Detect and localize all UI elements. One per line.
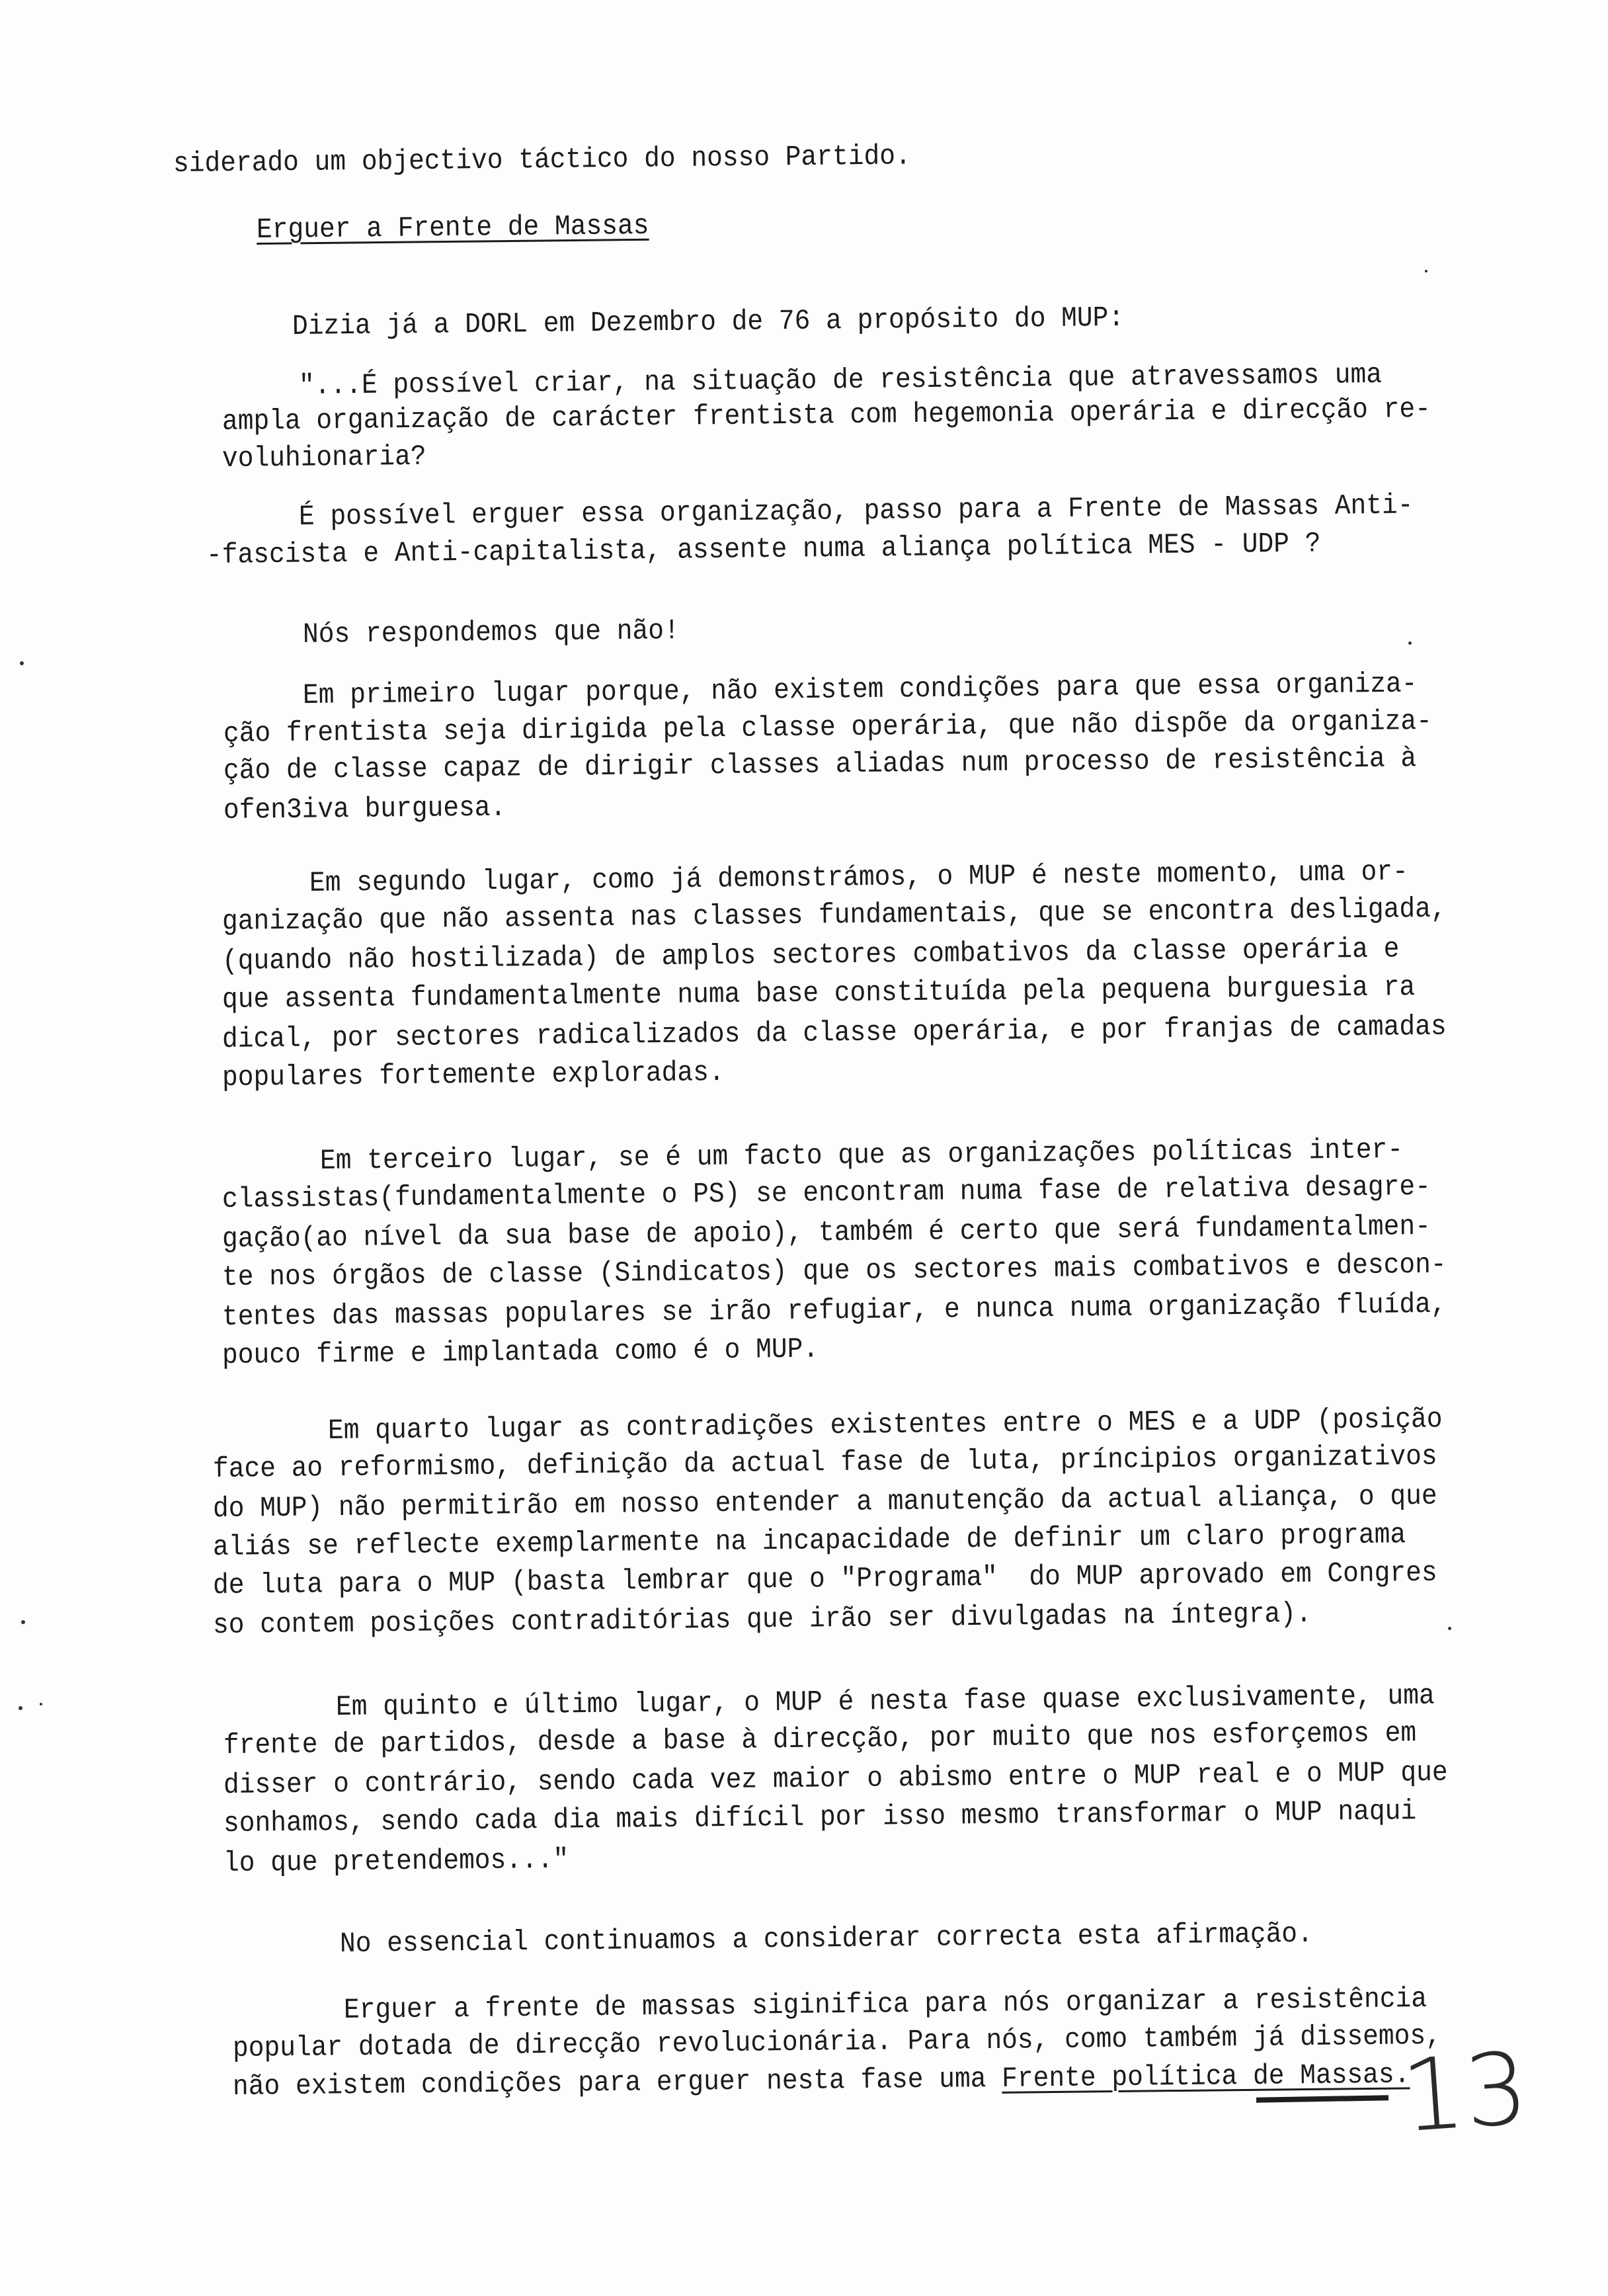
text-line: No essencial continuamos a considerar correcta esta afirmação.	[339, 1917, 1314, 1960]
scan-speck	[20, 661, 24, 665]
text-line: "...É possível criar, na situação de resistência que atravessamos uma	[298, 358, 1383, 402]
scan-speck	[40, 1703, 42, 1705]
text-line: te nos órgãos de classe (Sindicatos) que os sectores mais combativos e descon-	[221, 1248, 1447, 1293]
text-line: que assenta fundamentalmente numa base constituída pela pequena burguesia ra	[221, 971, 1416, 1016]
text-line: popular dotada de direcção revolucionária. Para nós, como também já dissemos,	[232, 2019, 1442, 2065]
text-line: ção frentista seja dirigida pela classe operária, que não dispõe da organiza-	[223, 704, 1433, 750]
text-line: sonhamos, sendo cada dia mais difícil por isso mesmo transformar o MUP naqui	[223, 1795, 1417, 1840]
text-line: É possível erguer essa organização, passo para a Frente de Massas Anti-	[298, 489, 1414, 533]
text-line: Em segundo lugar, como já demonstrámos, o MUP é neste momento, uma or-	[309, 855, 1408, 899]
page-number-dash	[1256, 2095, 1388, 2102]
text-line: Em quarto lugar as contradições existentes entre o MES e a UDP (posição	[327, 1403, 1443, 1447]
text-line: de luta para o MUP (basta lembrar que o "Programa" do MUP aprovado em Congres	[212, 1556, 1437, 1602]
text-line: pouco firme e implantada como é o MUP.	[221, 1332, 819, 1372]
underlined-phrase: Frente política de Massas.	[1001, 2058, 1410, 2095]
text-line: ganização que não assenta nas classes fundamentais, que se encontra desligada,	[221, 892, 1447, 938]
text-line: ampla organização de carácter frentista com hegemonia operária e direcção re-	[221, 392, 1431, 438]
text-line: do MUP) não permitirão em nosso entender a manutenção da actual aliança, o que	[212, 1479, 1437, 1525]
text-line: Em terceiro lugar, se é um facto que as organizações políticas inter-	[319, 1133, 1404, 1177]
text-line: dical, por sectores radicalizados da classe operária, e por franjas de camadas	[221, 1010, 1447, 1055]
scan-speck	[19, 1706, 22, 1710]
scan-speck	[1448, 1627, 1451, 1630]
scan-speck	[1408, 641, 1412, 645]
text-line: (quando não hostilizada) de amplos sectores combativos da classe operária e	[221, 932, 1400, 977]
text-line: ção de classe capaz de dirigir classes aliadas num processo de resistência à	[223, 742, 1417, 787]
text-line: ofen3iva burguesa.	[223, 791, 506, 827]
text-line: populares fortemente exploradas.	[221, 1056, 725, 1094]
text-run: não existem condições para erguer nesta fase uma	[232, 2062, 1002, 2103]
scan-speck	[21, 1620, 25, 1624]
text-line: siderado um objectivo táctico do nosso Partido.	[173, 140, 911, 180]
text-line: face ao reformismo, definição da actual fase de luta, príncipios organizativos	[212, 1440, 1437, 1485]
section-heading: Erguer a Frente de Massas	[256, 209, 649, 246]
page-number: 13	[1398, 2031, 1532, 2155]
text-line: Em primeiro lugar porque, não existem condições para que essa organiza-	[302, 667, 1418, 712]
text-line: Nós respondemos que não!	[302, 614, 680, 651]
text-line: gação(ao nível da sua base de apoio), também é certo que será fundamentalmen-	[221, 1210, 1431, 1255]
text-line: aliás se reflecte exemplarmente na incapacidade de definir um claro programa	[212, 1518, 1406, 1563]
text-line: voluhionaria?	[221, 440, 426, 475]
text-line: tentes das massas populares se irão refugiar, e nunca numa organização fluída,	[221, 1288, 1447, 1333]
text-line: Dizia já a DORL em Dezembro de 76 a propósito do MUP:	[292, 301, 1125, 343]
text-line	[233, 2057, 1410, 2104]
text-line: Em quinto e último lugar, o MUP é nesta fase quase exclusivamente, uma	[335, 1679, 1435, 1723]
text-line: classistas(fundamentalmente o PS) se encontram numa fase de relativa desagre-	[221, 1170, 1431, 1215]
text-line: frente de partidos, desde a base à direcção, por muito que nos esforçemos em	[223, 1717, 1417, 1762]
text-line: so contem posições contraditórias que irão ser divulgadas na íntegra).	[212, 1597, 1312, 1641]
text-line: lo que pretendemos..."	[223, 1843, 569, 1879]
text-line: -fascista e Anti-capitalista, assente numa aliança política MES - UDP ?	[206, 527, 1321, 571]
text-line: disser o contrário, sendo cada vez maior o abismo entre o MUP real e o MUP que	[223, 1756, 1448, 1801]
scan-speck	[1425, 270, 1427, 272]
text-line: Erguer a frente de massas siginifica para nós organizar a resistência	[343, 1982, 1427, 2026]
